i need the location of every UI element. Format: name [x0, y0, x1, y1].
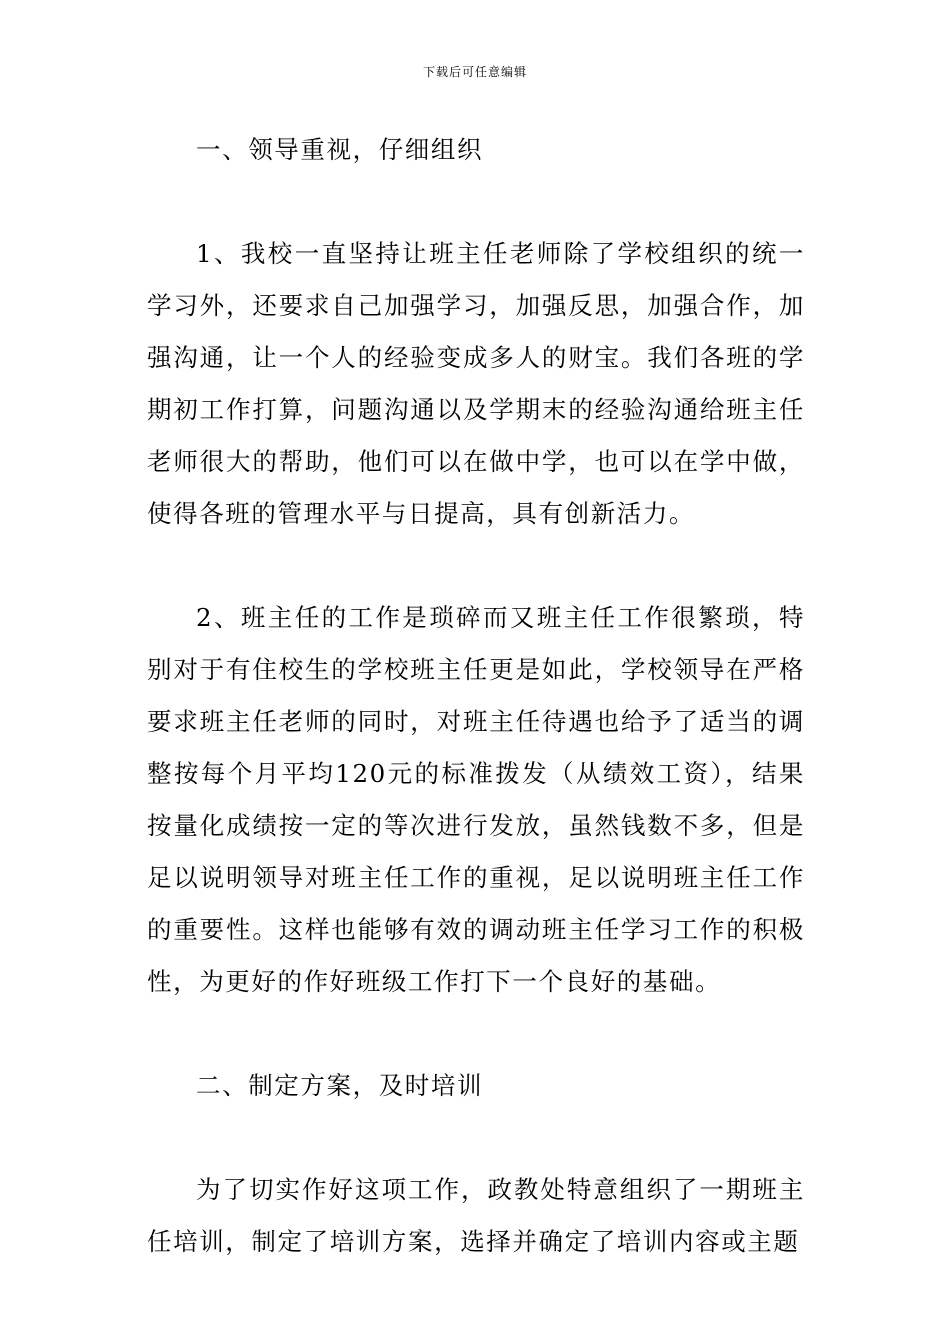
- paragraph-3: 为了切实作好这项工作，政教处特意组织了一期班主任培训，制定了培训方案，选择并确定了培训内容或主题: [147, 1175, 805, 1256]
- paragraph-gap: [147, 1008, 805, 1060]
- section-heading-1: 一、领导重视，仔细组织: [196, 135, 484, 164]
- paragraph-gap: [147, 540, 805, 592]
- paragraph-2: 2、班主任的工作是琐碎而又班主任工作很繁琐，特别对于有住校生的学校班主任更是如此，学校领导在严格要求班主任老师的同时，对班主任待遇也给予了适当的调整按每个月平均120元的标准拨发（从绩效工资），结果按量化成绩按一定的等次进行发放，虽然钱数不多，但是足以说明领导对班主任工作的重视，足以说明班主任工作的重要性。这样也能够有效的调动班主任学习工作的积极性，为更好的作好班级工作打下一个良好的基础。: [147, 603, 805, 996]
- paragraph-gap: [147, 176, 805, 228]
- document-body: [147, 124, 805, 1268]
- paragraph-1: 1、我校一直坚持让班主任老师除了学校组织的统一学习外，还要求自己加强学习，加强反思，加强合作，加强沟通，让一个人的经验变成多人的财宝。我们各班的学期初工作打算，问题沟通以及学期末的经验沟通给班主任老师很大的帮助，他们可以在做中学，也可以在学中做，使得各班的管理水平与日提高，具有创新活力。: [147, 239, 805, 528]
- download-note: 下载后可任意编辑: [422, 65, 527, 79]
- section-heading-2: 二、制定方案，及时培训: [196, 1071, 484, 1100]
- paragraph-gap: [147, 1112, 805, 1164]
